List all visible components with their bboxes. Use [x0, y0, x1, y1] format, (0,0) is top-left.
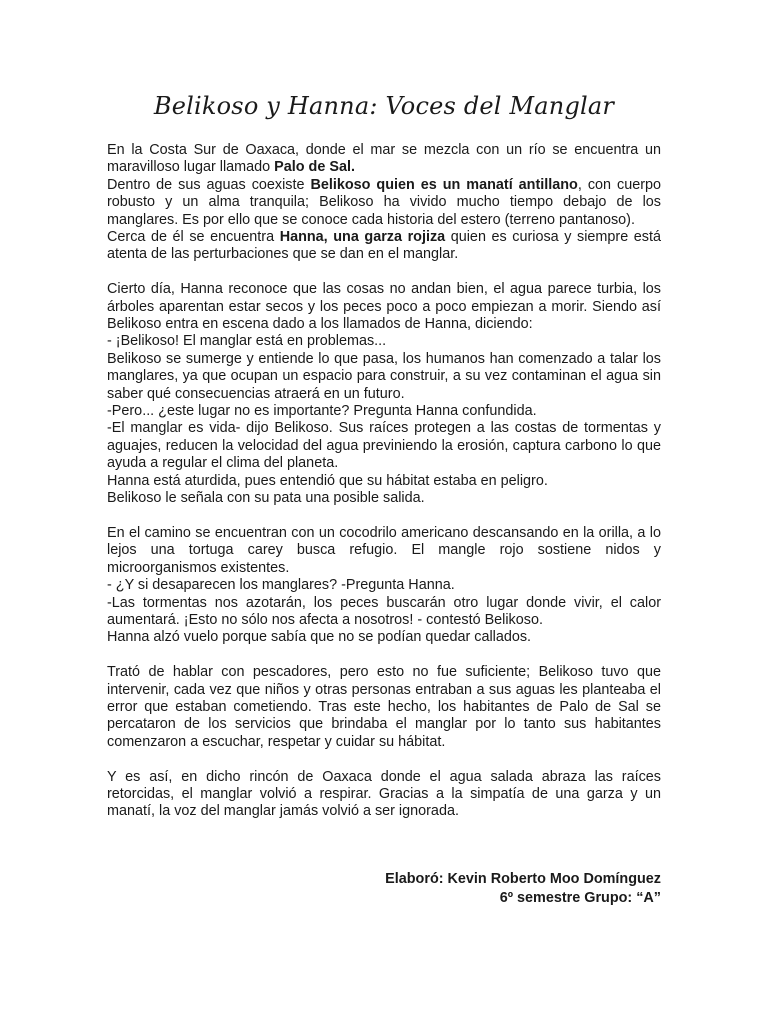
- dialogue-line: -El manglar es vida- dijo Belikoso. Sus raíces protegen a las costas de tormentas y aguajes, reducen la velocidad del agua previniendo la erosión, captura carbono lo que ayuda a regular el clima del planeta.: [107, 420, 661, 472]
- paragraph-conclusion: Y es así, en dicho rincón de Oaxaca donde el agua salada abraza las raíces retorcidas, el manglar volvió a respirar. Gracias a la simpatía de una garza y un manatí, la voz del manglar jamás volvió a ser ignorada.: [107, 768, 661, 820]
- text-line: Belikoso se sumerge y entiende lo que pasa, los humanos han comenzado a talar los manglares, ya que ocupan un espacio para construir, a su vez contaminan el agua sin saber qué consecuencias atraerá en un futuro.: [107, 350, 661, 402]
- dialogue-line: -Las tormentas nos azotarán, los peces buscarán otro lugar donde vivir, el calor aumentará. ¡Esto no sólo nos afecta a nosotros! - contestó Belikoso.: [107, 594, 661, 628]
- dialogue-line: - ¿Y si desaparecen los manglares? -Pregunta Hanna.: [107, 577, 455, 594]
- intro-text: En la Costa Sur de Oaxaca, donde el mar se mezcla con un río se encuentra un maravilloso lugar llamado: [107, 142, 661, 176]
- intro-text: Dentro de sus aguas coexiste: [107, 176, 311, 193]
- intro-text: Cerca de él se encuentra: [107, 229, 280, 246]
- intro-line-hanna: [107, 229, 661, 264]
- paragraph-intro: [107, 142, 661, 264]
- intro-line-location: [107, 142, 661, 177]
- text-line: Hanna está aturdida, pues entendió que su hábitat estaba en peligro.: [107, 472, 548, 489]
- paragraph-journey: [107, 525, 661, 647]
- group-info: 6º semestre Grupo: “A”: [499, 890, 661, 906]
- story-title: Belikoso y Hanna: Voces del Manglar: [153, 92, 615, 120]
- text-line: En el camino se encuentran con un cocodrilo americano descansando en la orilla, a lo lejos una tortuga carey busca refugio. El mangle rojo sostiene nidos y microorganismos existentes.: [107, 524, 661, 576]
- paragraph-problem: [107, 281, 661, 507]
- author-credit: Elaboró: Kevin Roberto Moo Domínguez: [385, 871, 661, 887]
- dialogue-line: -Pero... ¿este lugar no es importante? Pregunta Hanna confundida.: [107, 403, 537, 420]
- text-line: Hanna alzó vuelo porque sabía que no se podían quedar callados.: [107, 629, 532, 646]
- text-line: Cierto día, Hanna reconoce que las cosas no andan bien, el agua parece turbia, los árboles aparentan estar secos y los peces poco a poco empiezan a morir. Siendo así Belikoso entra en escena dado a los llamados de Hanna, diciendo:: [107, 281, 661, 333]
- intro-line-belikoso: [107, 177, 661, 229]
- paragraph-action: Trató de hablar con pescadores, pero esto no fue suficiente; Belikoso tuvo que intervenir, cada vez que niños y otras personas entraban a sus aguas les planteaba el error que estaban cometiendo. Tras este hecho, los habitantes de Palo de Sal se percataron de los servicios que brindaba el manglar por lo tanto sus habitantes comenzaron a escuchar, respetar y cuidar su hábitat.: [107, 664, 661, 750]
- place-name: Palo de Sal.: [274, 159, 355, 176]
- intro-text: , con cuerpo robusto y un alma tranquila; Belikoso ha vivido mucho tiempo debajo de los manglares. Es por ello que se conoce cada historia del estero (terreno pantanoso).: [107, 176, 661, 228]
- belikoso-description: Belikoso quien es un manatí antillano: [310, 176, 578, 193]
- story-body: [107, 142, 661, 838]
- dialogue-line: - ¡Belikoso! El manglar está en problemas...: [107, 333, 387, 350]
- intro-text: quien es curiosa y siempre está atenta de las perturbaciones que se dan en el manglar.: [107, 229, 661, 263]
- hanna-description: Hanna, una garza rojiza: [279, 229, 446, 246]
- signature-block: [385, 870, 661, 908]
- text-line: Belikoso le señala con su pata una posible salida.: [107, 490, 425, 507]
